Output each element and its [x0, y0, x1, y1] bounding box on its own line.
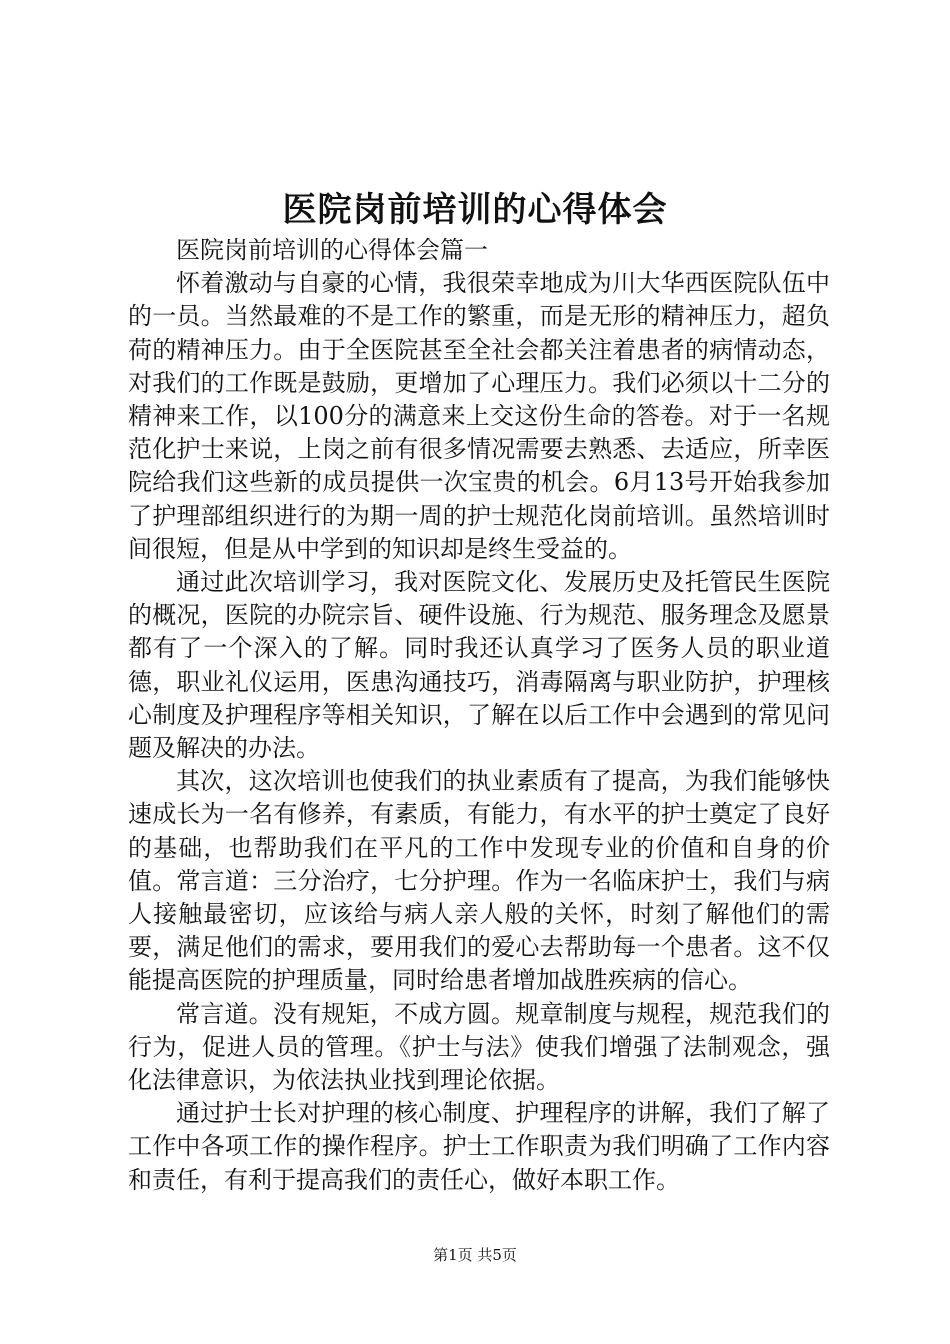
- paragraph: 通过护士长对护理的核心制度、护理程序的讲解，我们了解了工作中各项工作的操作程序。护士工作职责为我们明确了工作内容和责任，有利于提高我们的责任心，做好本职工作。: [128, 1099, 830, 1194]
- page-title: 医院岗前培训的心得体会: [282, 190, 668, 230]
- paragraph: 怀着激动与自豪的心情，我很荣幸地成为川大华西医院队伍中的一员。当然最难的不是工作的繁重，而是无形的精神压力，超负荷的精神压力。由于全医院甚至全社会都关注着患者的病情动态，对我们的工作既是鼓励，更增加了心理压力。我们必须以十二分的精神来工作，以100分的满意来上交这份生命的答卷。对于一名规范化护士来说，上岗之前有很多情况需要去熟悉、去适应，所幸医院给我们这些新的成员提供一次宝贵的机会。6月13号开始我参加了护理部组织进行的为期一周的护士规范化岗前培训。虽然培训时间很短，但是从中学到的知识却是终生受益的。: [128, 269, 830, 563]
- subheading: 医院岗前培训的心得体会篇一: [176, 236, 488, 264]
- paragraph: 通过此次培训学习，我对医院文化、发展历史及托管民生医院的概况，医院的办院宗旨、硬件设施、行为规范、服务理念及愿景都有了一个深入的了解。同时我还认真学习了医务人员的职业道德，职业礼仪运用，医患沟通技巧，消毒隔离与职业防护，护理核心制度及护理程序等相关知识，了解在以后工作中会遇到的常见问题及解决的办法。: [128, 568, 830, 763]
- page-footer: 第1页 共5页: [433, 1246, 517, 1264]
- document-body: [128, 234, 830, 1197]
- paragraph: 常言道。没有规矩，不成方圆。规章制度与规程，规范我们的行为，促进人员的管理。《护士与法》使我们增强了法制观念，强化法律意识，为依法执业找到理论依据。: [128, 999, 830, 1095]
- paragraph: 其次，这次培训也使我们的执业素质有了提高，为我们能够快速成长为一名有修养，有素质，有能力，有水平的护士奠定了良好的基础，也帮助我们在平凡的工作中发现专业的价值和自身的价值。常言道：三分治疗，七分护理。作为一名临床护士，我们与病人接触最密切，应该给与病人亲人般的关怀，时刻了解他们的需要，满足他们的需求，要用我们的爱心去帮助每一个患者。这不仅能提高医院的护理质量，同时给患者增加战胜疾病的信心。: [128, 767, 830, 995]
